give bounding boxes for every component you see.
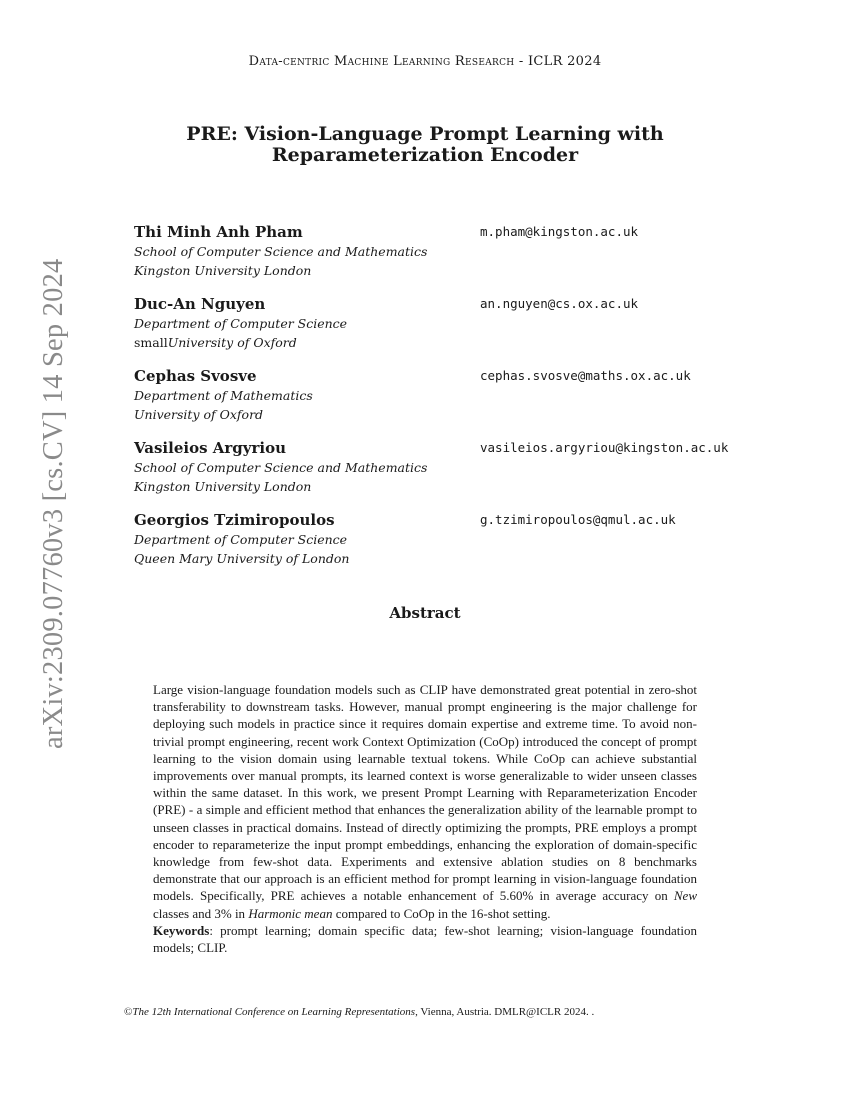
author-affiliation: School of Computer Science and Mathematics — [134, 460, 428, 475]
keywords — [153, 922, 697, 956]
running-head: Data-centric Machine Learning Research - ICLR 2024 — [248, 54, 602, 69]
abstract-paragraph — [153, 681, 697, 922]
abstract-body — [153, 681, 697, 956]
paper-title — [150, 124, 700, 166]
abstract-text: compared to CoOp in the 16-shot setting. — [332, 905, 551, 921]
author-block — [134, 510, 794, 582]
author-email[interactable]: vasileios.argyriou@kingston.ac.uk — [480, 440, 729, 455]
author-block — [134, 294, 794, 366]
footnote-text: , Vienna, Austria. DMLR@ICLR 2024. . — [415, 1006, 595, 1018]
title-line-2: Reparameterization Encoder — [271, 144, 579, 166]
abstract-text: Large vision-language foundation models such as CLIP have demonstrated great potential in zero-shot transferability to downstream tasks. However, manual prompt engineering is the major challenge for deploying such models in practice since it requires domain expertise and extreme time. To avoid non-trivial prompt engineering, recent work Context Optimization (CoOp) introduced the concept of prompt learning to the vision domain using learnable textual tokens. While CoOp can achieve substantial improvements over manual prompts, its learned context is worse generalizable to wider unseen classes within the same dataset. In this work, we present Prompt Learning with Reparameterization Encoder (PRE) - a simple and efficient method that enhances the generalization ability of the learnable prompt to unseen classes in practical domains. Instead of directly optimizing the prompts, PRE employs a prompt encoder to reparameterize the input prompt embeddings, enhancing the exploration of domain-specific knowledge from few-shot data. Experiments and extensive ablation studies on 8 benchmarks demonstrate that our approach is an efficient method for prompt learning in vision-language foundation models. Specifically, PRE achieves a notable enhancement of 5.60% in average accuracy on — [153, 682, 697, 904]
arxiv-stamp: arXiv:2309.07760v3 [cs.CV] 14 Sep 2024 — [38, 258, 69, 749]
institution-name: University of Oxford — [167, 335, 297, 350]
author-block — [134, 366, 794, 438]
author-name: Thi Minh Anh Pham — [134, 223, 303, 241]
author-name: Vasileios Argyriou — [134, 439, 286, 457]
emphasis-harmonic-mean: Harmonic mean — [248, 905, 333, 921]
author-affiliation: Department of Computer Science — [134, 316, 348, 331]
author-name: Georgios Tzimiropoulos — [134, 511, 335, 529]
author-list — [134, 222, 794, 582]
author-affiliation: Department of Mathematics — [134, 388, 313, 403]
author-block — [134, 222, 794, 294]
keywords-label: Keywords — [153, 922, 210, 938]
affiliation-prefix: small — [134, 335, 168, 350]
copyright-icon: © — [124, 1006, 133, 1018]
author-email[interactable]: m.pham@kingston.ac.uk — [480, 224, 639, 239]
author-affiliation: Department of Computer Science — [134, 532, 348, 547]
keywords-text: : prompt learning; domain specific data; few-shot learning; vision-language foundation models; CLIP. — [153, 922, 697, 956]
author-email[interactable]: cephas.svosve@maths.ox.ac.uk — [480, 368, 691, 383]
author-affiliation: School of Computer Science and Mathematics — [134, 244, 428, 259]
abstract-heading: Abstract — [389, 604, 461, 622]
author-email[interactable]: an.nguyen@cs.ox.ac.uk — [480, 296, 639, 311]
author-name: Cephas Svosve — [134, 367, 257, 385]
author-email[interactable]: g.tzimiropoulos@qmul.ac.uk — [480, 512, 676, 527]
emphasis-new: New — [673, 888, 697, 904]
author-institution — [134, 333, 794, 352]
author-institution: Queen Mary University of London — [134, 551, 350, 566]
author-name: Duc-An Nguyen — [134, 295, 266, 313]
author-institution: Kingston University London — [134, 479, 312, 494]
footnote — [124, 1006, 724, 1018]
abstract-text: classes and 3% in — [153, 905, 249, 921]
author-block — [134, 438, 794, 510]
author-institution: University of Oxford — [134, 407, 264, 422]
author-institution: Kingston University London — [134, 263, 312, 278]
conference-name: The 12th International Conference on Learning Representations — [132, 1006, 416, 1018]
title-line-1: PRE: Vision-Language Prompt Learning with — [186, 123, 664, 145]
